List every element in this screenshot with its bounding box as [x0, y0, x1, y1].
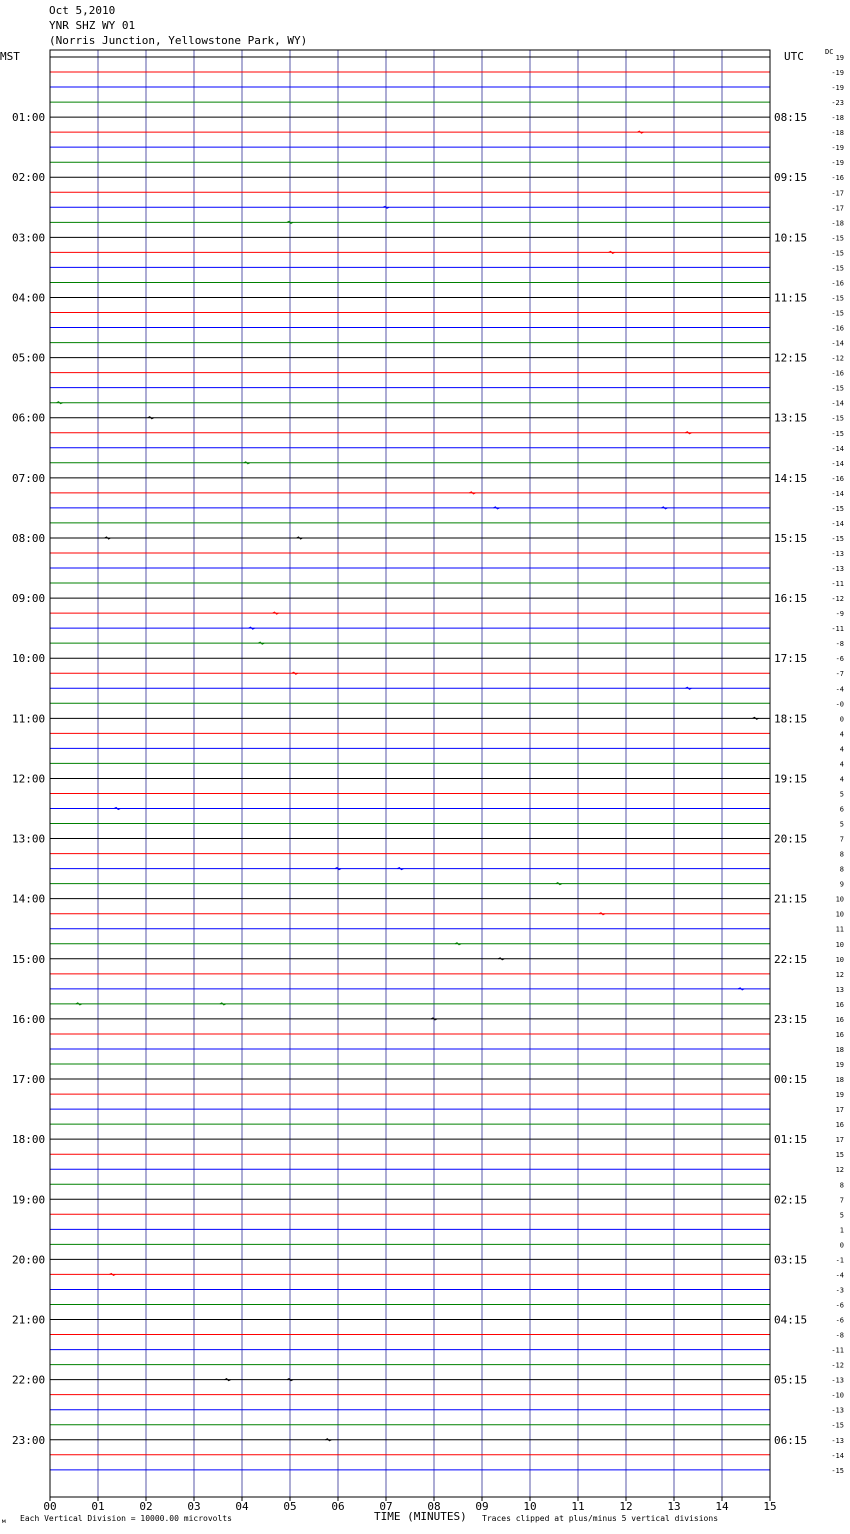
- dc-offset-value: -10: [831, 1391, 844, 1400]
- x-axis-label: TIME (MINUTES): [374, 1510, 467, 1523]
- dc-offset-value: 11: [835, 925, 844, 934]
- dc-offset-value: -19: [831, 159, 844, 168]
- utc-hour-label: 09:15: [774, 171, 808, 185]
- dc-offset-value: -13: [831, 1376, 844, 1385]
- event-mark: [325, 1439, 331, 1441]
- dc-offset-value: -14: [831, 444, 844, 453]
- dc-offset-value: -15: [831, 234, 844, 243]
- dc-offset-value: -4: [835, 685, 844, 694]
- x-tick-label: 02: [139, 1500, 153, 1513]
- utc-hour-label: 04:15: [774, 1313, 808, 1327]
- right-timezone-label: UTC: [784, 50, 804, 63]
- dc-offset-value: -14: [831, 519, 844, 528]
- dc-offset-header: DC: [825, 48, 834, 56]
- event-mark: [292, 672, 298, 674]
- event-mark: [287, 221, 293, 223]
- event-mark: [609, 251, 615, 253]
- dc-offset-value: -14: [831, 459, 844, 468]
- x-tick-label: 06: [331, 1500, 345, 1513]
- event-mark: [105, 537, 111, 539]
- dc-offset-value: -7: [835, 670, 844, 679]
- x-tick-label: 05: [283, 1500, 297, 1513]
- dc-offset-value: -9: [835, 610, 844, 619]
- dc-offset-value: 13: [835, 985, 844, 994]
- mst-hour-label: 03:00: [12, 231, 46, 245]
- dc-offset-value: -12: [831, 1361, 844, 1370]
- dc-offset-value: -13: [831, 549, 844, 558]
- event-mark: [397, 868, 403, 870]
- dc-offset-value: -3: [835, 1286, 844, 1295]
- utc-hour-label: 15:15: [774, 531, 808, 545]
- dc-offset-value: 16: [835, 1015, 844, 1024]
- dc-offset-value: -6: [835, 1316, 844, 1325]
- dc-offset-value: -16: [831, 174, 844, 183]
- dc-offset-value: 12: [835, 970, 844, 979]
- x-tick-label: 07: [379, 1500, 393, 1513]
- dc-offset-value: 19: [835, 1091, 844, 1100]
- mst-hour-label: 15:00: [12, 952, 46, 966]
- dc-offset-value: 19: [835, 1061, 844, 1070]
- event-mark: [148, 417, 154, 419]
- dc-offset-value: -15: [831, 504, 844, 513]
- dc-offset-value: -16: [831, 369, 844, 378]
- mst-hour-label: 07:00: [12, 471, 46, 485]
- mst-hour-label: 02:00: [12, 171, 46, 185]
- corner-mark: м: [2, 1518, 6, 1525]
- utc-hour-label: 22:15: [774, 952, 808, 966]
- utc-hour-label: 02:15: [774, 1193, 808, 1207]
- dc-offset-value: 0: [839, 715, 844, 724]
- trace-lines: [50, 57, 770, 1470]
- dc-offset-value: 4: [839, 760, 844, 769]
- left-timezone-label: MST: [0, 50, 20, 63]
- utc-hour-label: 05:15: [774, 1373, 808, 1387]
- dc-offset-value: 4: [839, 775, 844, 784]
- dc-offset-value: -14: [831, 489, 844, 498]
- dc-offset-value: -13: [831, 1436, 844, 1445]
- x-tick-label: 03: [187, 1500, 201, 1513]
- dc-offset-value: 8: [839, 1181, 844, 1190]
- utc-hour-label: 08:15: [774, 111, 808, 125]
- dc-offset-value: 8: [839, 865, 844, 874]
- dc-offset-value: 10: [835, 895, 844, 904]
- dc-offset-value: 8: [839, 850, 844, 859]
- mst-hour-label: 04:00: [12, 291, 46, 305]
- event-mark: [297, 537, 303, 539]
- dc-offset-value: 9: [839, 880, 844, 889]
- dc-offset-value: -15: [831, 534, 844, 543]
- mst-hour-label: 23:00: [12, 1433, 46, 1447]
- dc-offset-value: -23: [831, 99, 844, 108]
- mst-hour-label: 01:00: [12, 111, 46, 125]
- dc-offset-value: -14: [831, 339, 844, 348]
- dc-offset-value: -19: [831, 69, 844, 78]
- utc-hour-label: 03:15: [774, 1253, 808, 1267]
- event-mark: [383, 206, 389, 208]
- dc-offset-value: -15: [831, 294, 844, 303]
- dc-offset-value: -18: [831, 114, 844, 123]
- mst-hour-label: 09:00: [12, 592, 46, 606]
- utc-hour-label: 06:15: [774, 1433, 808, 1447]
- event-mark: [498, 958, 504, 960]
- dc-offset-value: -11: [831, 580, 844, 589]
- dc-offset-value: -15: [831, 414, 844, 423]
- event-mark: [493, 507, 499, 509]
- dc-offset-value: -17: [831, 189, 844, 198]
- utc-hour-label: 19:15: [774, 772, 808, 786]
- dc-offset-value: -13: [831, 1406, 844, 1415]
- dc-offset-value: -0: [835, 700, 844, 709]
- event-mark: [335, 868, 341, 870]
- clip-note: Traces clipped at plus/minus 5 vertical divisions: [482, 1514, 719, 1523]
- dc-offset-value: 10: [835, 955, 844, 964]
- scale-note: Each Vertical Division = 10000.00 microvolts: [20, 1514, 232, 1523]
- dc-offset-value: -6: [835, 655, 844, 664]
- event-mark: [685, 687, 691, 689]
- event-mark: [225, 1379, 231, 1381]
- utc-hour-label: 20:15: [774, 832, 808, 846]
- event-mark: [109, 1273, 115, 1275]
- event-mark: [76, 1003, 82, 1005]
- mst-hour-label: 21:00: [12, 1313, 46, 1327]
- dc-offset-value: 5: [839, 820, 844, 829]
- dc-offset-value: 19: [835, 54, 844, 62]
- x-tick-label: 01: [91, 1500, 105, 1513]
- dc-offset-value: 18: [835, 1045, 844, 1054]
- utc-hour-label: 23:15: [774, 1012, 808, 1026]
- dc-offset-value: -15: [831, 249, 844, 258]
- event-mark: [753, 717, 759, 719]
- event-mark: [258, 642, 264, 644]
- dc-offset-value: 5: [839, 1211, 844, 1220]
- dc-offset-value: -19: [831, 84, 844, 93]
- x-tick-label: 10: [523, 1500, 537, 1513]
- dc-offset-value: -15: [831, 384, 844, 393]
- event-mark: [599, 913, 605, 915]
- dc-offset-value: 12: [835, 1166, 844, 1175]
- event-mark: [685, 432, 691, 434]
- utc-hour-label: 12:15: [774, 351, 808, 365]
- station-code: YNR SHZ WY 01: [49, 19, 136, 32]
- mst-hour-label: 06:00: [12, 411, 46, 425]
- dc-offset-value: 7: [839, 835, 844, 844]
- dc-offset-value: -18: [831, 219, 844, 228]
- station-location: (Norris Junction, Yellowstone Park, WY): [49, 34, 308, 47]
- event-mark: [273, 612, 279, 614]
- utc-hour-label: 21:15: [774, 892, 808, 906]
- x-tick-label: 04: [235, 1500, 249, 1513]
- mst-hour-label: 20:00: [12, 1253, 46, 1267]
- utc-hour-label: 14:15: [774, 471, 808, 485]
- mst-hour-label: 05:00: [12, 351, 46, 365]
- mst-hour-label: 13:00: [12, 832, 46, 846]
- event-mark: [244, 462, 250, 464]
- dc-offset-value: -15: [831, 1421, 844, 1430]
- dc-offset-value: 17: [835, 1106, 844, 1115]
- dc-offset-value: -11: [831, 625, 844, 634]
- event-mark: [556, 883, 562, 885]
- dc-offset-value: 16: [835, 1121, 844, 1130]
- x-tick-label: 12: [619, 1500, 633, 1513]
- dc-offset-value: -19: [831, 144, 844, 153]
- dc-offset-value: 5: [839, 790, 844, 799]
- right-hour-labels: [774, 111, 807, 1447]
- dc-offset-value: 1: [839, 1226, 844, 1235]
- utc-hour-label: 00:15: [774, 1073, 808, 1087]
- dc-offset-value: 10: [835, 910, 844, 919]
- mst-hour-label: 14:00: [12, 892, 46, 906]
- mst-hour-label: 16:00: [12, 1012, 46, 1026]
- event-mark: [249, 627, 255, 629]
- dc-offset-value: -1: [835, 1256, 844, 1265]
- dc-offset-value: 4: [839, 745, 844, 754]
- dc-offset-value: -15: [831, 1466, 844, 1475]
- dc-offset-value: -11: [831, 1346, 844, 1355]
- event-mark: [57, 402, 63, 404]
- dc-offset-value: 16: [835, 1000, 844, 1009]
- dc-offset-value: -15: [831, 429, 844, 438]
- mst-hour-label: 19:00: [12, 1193, 46, 1207]
- dc-offset-value: -18: [831, 129, 844, 138]
- mst-hour-label: 11:00: [12, 712, 46, 726]
- utc-hour-label: 17:15: [774, 652, 808, 666]
- event-mark: [431, 1018, 437, 1020]
- dc-offset-value: -12: [831, 354, 844, 363]
- left-hour-labels: [12, 111, 45, 1447]
- dc-offset-value: -13: [831, 565, 844, 574]
- chart-date: Oct 5,2010: [49, 4, 116, 17]
- mst-hour-label: 22:00: [12, 1373, 46, 1387]
- x-tick-label: 14: [715, 1500, 729, 1513]
- x-tick-label: 11: [571, 1500, 585, 1513]
- x-tick-label: 13: [667, 1500, 681, 1513]
- event-mark: [637, 131, 643, 133]
- event-mark: [469, 492, 475, 494]
- mst-hour-label: 08:00: [12, 531, 46, 545]
- x-tick-label: 08: [427, 1500, 441, 1513]
- dc-offset-value: 15: [835, 1151, 844, 1160]
- event-mark: [738, 988, 744, 990]
- dc-offset-value: 18: [835, 1076, 844, 1085]
- mst-hour-label: 18:00: [12, 1133, 46, 1147]
- utc-hour-label: 18:15: [774, 712, 808, 726]
- x-tick-label: 15: [763, 1500, 777, 1513]
- mst-hour-label: 17:00: [12, 1073, 46, 1087]
- event-mark: [287, 1379, 293, 1381]
- dc-offset-value: 6: [839, 805, 844, 814]
- x-tick-label: 09: [475, 1500, 489, 1513]
- utc-hour-label: 16:15: [774, 592, 808, 606]
- dc-offset-value: -17: [831, 204, 844, 213]
- dc-offset-value: -15: [831, 309, 844, 318]
- dc-offset-value: -6: [835, 1301, 844, 1310]
- event-mark: [220, 1003, 226, 1005]
- dc-offset-value: -16: [831, 324, 844, 333]
- dc-offset-value: 16: [835, 1030, 844, 1039]
- utc-hour-label: 01:15: [774, 1133, 808, 1147]
- utc-hour-label: 10:15: [774, 231, 808, 245]
- dc-offset-labels: [831, 54, 844, 1475]
- event-mark: [661, 507, 667, 509]
- dc-offset-value: -8: [835, 640, 844, 649]
- dc-offset-value: -12: [831, 595, 844, 604]
- mst-hour-label: 10:00: [12, 652, 46, 666]
- dc-offset-value: 7: [839, 1196, 844, 1205]
- dc-offset-value: -16: [831, 279, 844, 288]
- dc-offset-value: -4: [835, 1271, 844, 1280]
- dc-offset-value: -14: [831, 1451, 844, 1460]
- dc-offset-value: -15: [831, 264, 844, 273]
- event-mark: [114, 808, 120, 810]
- dc-offset-value: -14: [831, 399, 844, 408]
- mst-hour-label: 12:00: [12, 772, 46, 786]
- dc-offset-value: 17: [835, 1136, 844, 1145]
- utc-hour-label: 13:15: [774, 411, 808, 425]
- dc-offset-value: 0: [839, 1241, 844, 1250]
- dc-offset-value: -8: [835, 1331, 844, 1340]
- x-tick-label: 00: [43, 1500, 57, 1513]
- dc-offset-value: 10: [835, 940, 844, 949]
- dc-offset-value: 4: [839, 730, 844, 739]
- utc-hour-label: 11:15: [774, 291, 808, 305]
- event-mark: [455, 943, 461, 945]
- dc-offset-value: -16: [831, 474, 844, 483]
